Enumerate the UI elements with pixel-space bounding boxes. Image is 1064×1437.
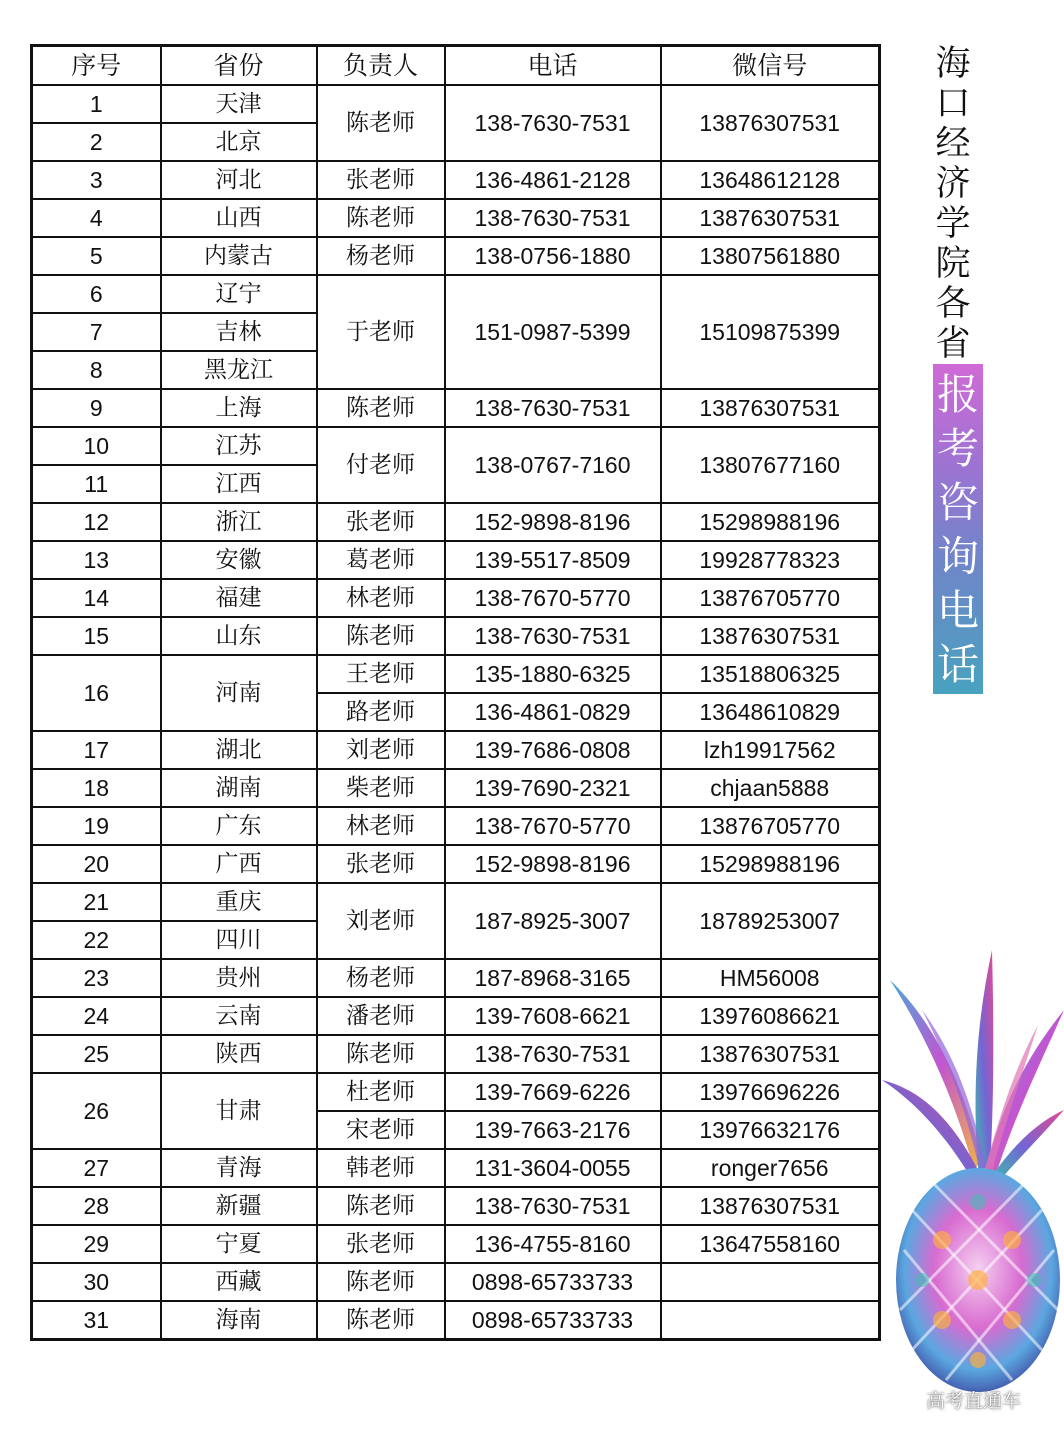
wechat-cell (661, 1263, 880, 1301)
province-cell: 海南 (161, 1301, 317, 1340)
province-cell: 福建 (161, 579, 317, 617)
seq-cell: 27 (32, 1149, 161, 1187)
phone-cell: 136-4861-0829 (445, 693, 661, 731)
phone-cell: 139-5517-8509 (445, 541, 661, 579)
side-title-char: 学 (935, 204, 971, 244)
table-row (32, 769, 880, 807)
province-cell: 四川 (161, 921, 317, 959)
seq-cell: 12 (32, 503, 161, 541)
table-row (32, 1187, 880, 1225)
person-cell: 张老师 (317, 161, 445, 199)
province-cell: 甘肃 (161, 1073, 317, 1149)
person-cell: 张老师 (317, 845, 445, 883)
phone-cell: 138-7630-7531 (445, 85, 661, 161)
wechat-cell: 13807561880 (661, 237, 880, 275)
seq-cell: 9 (32, 389, 161, 427)
wechat-cell: 13876307531 (661, 1187, 880, 1225)
table-row (32, 883, 880, 921)
seq-cell: 28 (32, 1187, 161, 1225)
seq-cell: 29 (32, 1225, 161, 1263)
person-cell: 路老师 (317, 693, 445, 731)
table-row (32, 199, 880, 237)
province-cell: 广东 (161, 807, 317, 845)
seq-cell: 20 (32, 845, 161, 883)
seq-cell: 21 (32, 883, 161, 921)
province-cell: 陕西 (161, 1035, 317, 1073)
province-cell: 内蒙古 (161, 237, 317, 275)
side-title (926, 44, 980, 364)
side-title-char: 济 (935, 164, 971, 204)
side-title-char: 各 (935, 284, 971, 324)
phone-cell: 138-7630-7531 (445, 617, 661, 655)
seq-cell: 4 (32, 199, 161, 237)
table-row (32, 1225, 880, 1263)
phone-cell: 187-8968-3165 (445, 959, 661, 997)
table-row (32, 1263, 880, 1301)
phone-cell: 135-1880-6325 (445, 655, 661, 693)
wechat-cell: 13518806325 (661, 655, 880, 693)
seq-cell: 31 (32, 1301, 161, 1340)
table-row (32, 579, 880, 617)
province-cell: 江苏 (161, 427, 317, 465)
person-cell: 王老师 (317, 655, 445, 693)
person-cell: 刘老师 (317, 731, 445, 769)
seq-cell: 6 (32, 275, 161, 313)
province-cell: 宁夏 (161, 1225, 317, 1263)
wechat-cell: 13807677160 (661, 427, 880, 503)
phone-cell: 139-7686-0808 (445, 731, 661, 769)
watermark-text: 高考直通车 (926, 1390, 1022, 1412)
table-row (32, 845, 880, 883)
header-wechat: 微信号 (661, 46, 880, 86)
table-row (32, 807, 880, 845)
person-cell: 林老师 (317, 807, 445, 845)
side-title-highlight-char: 考 (936, 424, 979, 473)
seq-cell: 14 (32, 579, 161, 617)
phone-cell: 187-8925-3007 (445, 883, 661, 959)
province-cell: 天津 (161, 85, 317, 123)
person-cell: 刘老师 (317, 883, 445, 959)
wechat-cell: 13648610829 (661, 693, 880, 731)
wechat-cell: 13876307531 (661, 1035, 880, 1073)
wechat-cell: 15109875399 (661, 275, 880, 389)
province-cell: 新疆 (161, 1187, 317, 1225)
header-person: 负责人 (317, 46, 445, 86)
wechat-cell (661, 1301, 880, 1340)
province-cell: 河北 (161, 161, 317, 199)
seq-cell: 22 (32, 921, 161, 959)
province-cell: 江西 (161, 465, 317, 503)
province-cell: 浙江 (161, 503, 317, 541)
person-cell: 陈老师 (317, 617, 445, 655)
person-cell: 杜老师 (317, 1073, 445, 1111)
province-cell: 湖北 (161, 731, 317, 769)
wechat-cell: HM56008 (661, 959, 880, 997)
province-cell: 河南 (161, 655, 317, 731)
person-cell: 林老师 (317, 579, 445, 617)
table-row (32, 389, 880, 427)
province-cell: 山西 (161, 199, 317, 237)
province-cell: 北京 (161, 123, 317, 161)
seq-cell: 3 (32, 161, 161, 199)
person-cell: 杨老师 (317, 237, 445, 275)
header-province: 省份 (161, 46, 317, 86)
person-cell: 柴老师 (317, 769, 445, 807)
table-row (32, 959, 880, 997)
wechat-cell: 13876307531 (661, 199, 880, 237)
province-cell: 上海 (161, 389, 317, 427)
table-row (32, 1149, 880, 1187)
table-row (32, 655, 880, 693)
side-title-highlight-char: 话 (936, 640, 979, 689)
province-cell: 西藏 (161, 1263, 317, 1301)
phone-cell: 138-0767-7160 (445, 427, 661, 503)
seq-cell: 19 (32, 807, 161, 845)
wechat-cell: 18789253007 (661, 883, 880, 959)
table-row (32, 617, 880, 655)
wechat-cell: 13876307531 (661, 85, 880, 161)
person-cell: 陈老师 (317, 85, 445, 161)
table-row (32, 731, 880, 769)
side-title-char: 省 (935, 324, 971, 364)
wechat-cell: 13876705770 (661, 807, 880, 845)
person-cell: 杨老师 (317, 959, 445, 997)
province-cell: 山东 (161, 617, 317, 655)
person-cell: 付老师 (317, 427, 445, 503)
wechat-cell: 13876307531 (661, 617, 880, 655)
seq-cell: 23 (32, 959, 161, 997)
side-title-highlight-char: 咨 (936, 478, 979, 527)
province-cell: 安徽 (161, 541, 317, 579)
province-cell: 贵州 (161, 959, 317, 997)
person-cell: 张老师 (317, 503, 445, 541)
table-row (32, 997, 880, 1035)
table-row (32, 1073, 880, 1111)
wechat-cell: 13976632176 (661, 1111, 880, 1149)
contact-table (30, 44, 881, 1341)
table-row (32, 1035, 880, 1073)
province-cell: 黑龙江 (161, 351, 317, 389)
province-cell: 吉林 (161, 313, 317, 351)
person-cell: 陈老师 (317, 199, 445, 237)
wechat-cell: chjaan5888 (661, 769, 880, 807)
side-title-highlight-char: 报 (936, 370, 979, 419)
person-cell: 陈老师 (317, 1263, 445, 1301)
person-cell: 陈老师 (317, 1187, 445, 1225)
table-row (32, 427, 880, 465)
pineapple-leaves (882, 950, 1064, 1180)
seq-cell: 24 (32, 997, 161, 1035)
header-seq: 序号 (32, 46, 161, 86)
person-cell: 潘老师 (317, 997, 445, 1035)
phone-cell: 152-9898-8196 (445, 845, 661, 883)
province-cell: 湖南 (161, 769, 317, 807)
side-title-highlight-char: 询 (936, 532, 979, 581)
person-cell: 葛老师 (317, 541, 445, 579)
seq-cell: 26 (32, 1073, 161, 1149)
seq-cell: 17 (32, 731, 161, 769)
side-title-highlight-band (933, 364, 983, 694)
side-title-char: 口 (935, 84, 971, 124)
phone-cell: 139-7690-2321 (445, 769, 661, 807)
side-title-highlight-char: 电 (936, 586, 979, 635)
table-row (32, 237, 880, 275)
seq-cell: 7 (32, 313, 161, 351)
person-cell: 张老师 (317, 1225, 445, 1263)
table-row (32, 275, 880, 313)
person-cell: 陈老师 (317, 1301, 445, 1340)
province-cell: 青海 (161, 1149, 317, 1187)
seq-cell: 5 (32, 237, 161, 275)
wechat-cell: ronger7656 (661, 1149, 880, 1187)
phone-cell: 139-7669-6226 (445, 1073, 661, 1111)
table-row (32, 161, 880, 199)
wechat-cell: 13648612128 (661, 161, 880, 199)
header-row (32, 46, 880, 86)
seq-cell: 1 (32, 85, 161, 123)
seq-cell: 11 (32, 465, 161, 503)
phone-cell: 138-7670-5770 (445, 579, 661, 617)
seq-cell: 30 (32, 1263, 161, 1301)
seq-cell: 16 (32, 655, 161, 731)
wechat-cell: 15298988196 (661, 503, 880, 541)
table-row (32, 541, 880, 579)
side-title-char: 经 (935, 124, 971, 164)
person-cell: 陈老师 (317, 389, 445, 427)
side-title-char: 院 (935, 244, 971, 284)
phone-cell: 139-7663-2176 (445, 1111, 661, 1149)
phone-cell: 138-7630-7531 (445, 1187, 661, 1225)
seq-cell: 25 (32, 1035, 161, 1073)
seq-cell: 2 (32, 123, 161, 161)
phone-cell: 151-0987-5399 (445, 275, 661, 389)
person-cell: 陈老师 (317, 1035, 445, 1073)
phone-cell: 0898-65733733 (445, 1263, 661, 1301)
table-row (32, 503, 880, 541)
phone-cell: 138-7630-7531 (445, 389, 661, 427)
wechat-cell: 13976696226 (661, 1073, 880, 1111)
phone-cell: 138-7670-5770 (445, 807, 661, 845)
header-phone: 电话 (445, 46, 661, 86)
person-cell: 宋老师 (317, 1111, 445, 1149)
wechat-cell: lzh19917562 (661, 731, 880, 769)
seq-cell: 15 (32, 617, 161, 655)
pineapple-illustration (882, 940, 1064, 1410)
province-cell: 辽宁 (161, 275, 317, 313)
seq-cell: 13 (32, 541, 161, 579)
wechat-cell: 13647558160 (661, 1225, 880, 1263)
phone-cell: 138-0756-1880 (445, 237, 661, 275)
phone-cell: 131-3604-0055 (445, 1149, 661, 1187)
province-cell: 云南 (161, 997, 317, 1035)
phone-cell: 139-7608-6621 (445, 997, 661, 1035)
wechat-cell: 15298988196 (661, 845, 880, 883)
phone-cell: 138-7630-7531 (445, 1035, 661, 1073)
seq-cell: 18 (32, 769, 161, 807)
province-cell: 广西 (161, 845, 317, 883)
side-title-char: 海 (935, 44, 971, 84)
wechat-cell: 13976086621 (661, 997, 880, 1035)
seq-cell: 8 (32, 351, 161, 389)
phone-cell: 152-9898-8196 (445, 503, 661, 541)
wechat-cell: 13876705770 (661, 579, 880, 617)
person-cell: 韩老师 (317, 1149, 445, 1187)
person-cell: 于老师 (317, 275, 445, 389)
wechat-cell: 19928778323 (661, 541, 880, 579)
table-row (32, 1301, 880, 1340)
phone-cell: 138-7630-7531 (445, 199, 661, 237)
phone-cell: 136-4861-2128 (445, 161, 661, 199)
seq-cell: 10 (32, 427, 161, 465)
phone-cell: 136-4755-8160 (445, 1225, 661, 1263)
phone-cell: 0898-65733733 (445, 1301, 661, 1340)
wechat-cell: 13876307531 (661, 389, 880, 427)
table-row (32, 85, 880, 123)
pineapple-body (896, 1168, 1060, 1392)
province-cell: 重庆 (161, 883, 317, 921)
